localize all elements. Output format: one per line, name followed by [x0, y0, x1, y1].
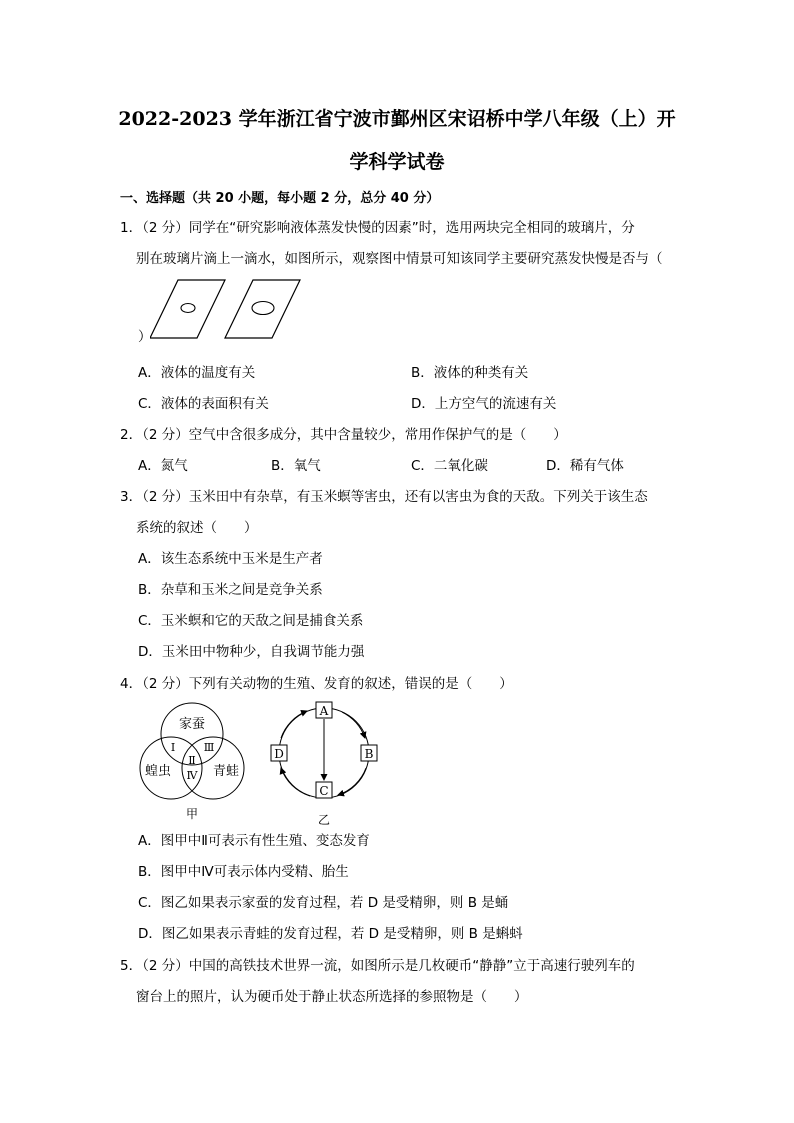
q2-stem: 2．（2 分）空气中含很多成分，其中含量较少，常用作保护气的是（ ） [120, 427, 567, 443]
glass-slide-left [150, 280, 225, 338]
venn-region-1: Ⅰ [170, 741, 176, 754]
arrow-c-to-d [281, 768, 310, 796]
q2-option-d: D．稀有气体 [546, 458, 624, 474]
cycle-label-a: A [319, 704, 329, 718]
venn-region-4: Ⅳ [186, 769, 198, 782]
q4-option-a: A．图甲中Ⅱ可表示有性生殖、变态发育 [138, 833, 370, 849]
q3-stem-line1: 3．（2 分）玉米田中有杂草，有玉米螟等害虫，还有以害虫为食的天敌。下列关于该生态 [120, 489, 648, 505]
q3-option-a: A．该生态系统中玉米是生产者 [138, 551, 323, 567]
glass-slide-right [225, 280, 300, 338]
q3-option-b: B．杂草和玉米之间是竞争关系 [138, 582, 323, 598]
q1-option-c: C．液体的表面积有关 [138, 396, 269, 412]
q4-option-c: C．图乙如果表示家蚕的发育过程，若 D 是受精卵，则 B 是蛹 [138, 895, 509, 911]
q1-stem-line2: 别在玻璃片滴上一滴水，如图所示，观察图中情景可知该同学主要研究蒸发快慢是否与（ [136, 251, 663, 267]
venn-caption: 甲 [185, 807, 199, 821]
cycle-label-d: D [274, 747, 284, 761]
q4-venn-diagram [136, 700, 248, 824]
q1-option-d: D．上方空气的流速有关 [411, 396, 557, 412]
water-drop-large [252, 302, 274, 315]
q4-cycle-diagram [262, 700, 386, 828]
section-heading: 一、选择题（共 20 小题，每小题 2 分，总分 40 分） [120, 191, 440, 206]
venn-region-2: Ⅱ [188, 754, 196, 767]
q3-stem-line2: 系统的叙述（ ） [136, 520, 258, 536]
arrow-b-to-c [338, 768, 366, 795]
arrow-d-to-a [281, 711, 307, 738]
arrow-a-to-b [342, 712, 365, 738]
cycle-label-c: C [319, 784, 329, 798]
q4-stem: 4．（2 分）下列有关动物的生殖、发育的叙述，错误的是（ ） [120, 676, 513, 692]
q1-stem-line3: ） [138, 329, 152, 345]
q3-option-c: C．玉米螟和它的天敌之间是捕食关系 [138, 613, 364, 629]
q4-option-d: D．图乙如果表示青蛙的发育过程，若 D 是受精卵，则 B 是蝌蚪 [138, 926, 523, 942]
q2-option-c: C．二氧化碳 [411, 458, 488, 474]
q1-option-a: A．液体的温度有关 [138, 365, 256, 381]
q5-stem-line2: 窗台上的照片，认为硬币处于静止状态所选择的参照物是（ ） [136, 989, 528, 1005]
q4-option-b: B．图甲中Ⅳ可表示体内受精、胎生 [138, 864, 349, 880]
venn-label-left: 蝗虫 [144, 764, 172, 779]
page-title-line1: 2022-2023 学年浙江省宁波市鄞州区宋诏桥中学八年级（上）开 [118, 108, 676, 130]
venn-label-top: 家蚕 [178, 717, 206, 732]
q1-option-b: B．液体的种类有关 [411, 365, 529, 381]
page-title-line2: 学科学试卷 [349, 151, 445, 173]
venn-label-right: 青蛙 [212, 764, 240, 779]
q1-glass-slides-figure [150, 278, 310, 344]
q3-option-d: D．玉米田中物种少，自我调节能力强 [138, 644, 365, 660]
q2-option-a: A．氮气 [138, 458, 188, 474]
venn-region-3: Ⅲ [203, 741, 215, 754]
q1-stem-line1: 1．（2 分）同学在“研究影响液体蒸发快慢的因素”时，选用两块完全相同的玻璃片，分 [120, 220, 635, 236]
q5-stem-line1: 5．（2 分）中国的高铁技术世界一流，如图所示是几枚硬币“静静”立于高速行驶列车的 [120, 958, 635, 974]
cycle-label-b: B [364, 747, 374, 761]
cycle-caption: 乙 [317, 813, 331, 827]
q2-option-b: B．氧气 [271, 458, 321, 474]
water-drop-small [181, 304, 195, 313]
